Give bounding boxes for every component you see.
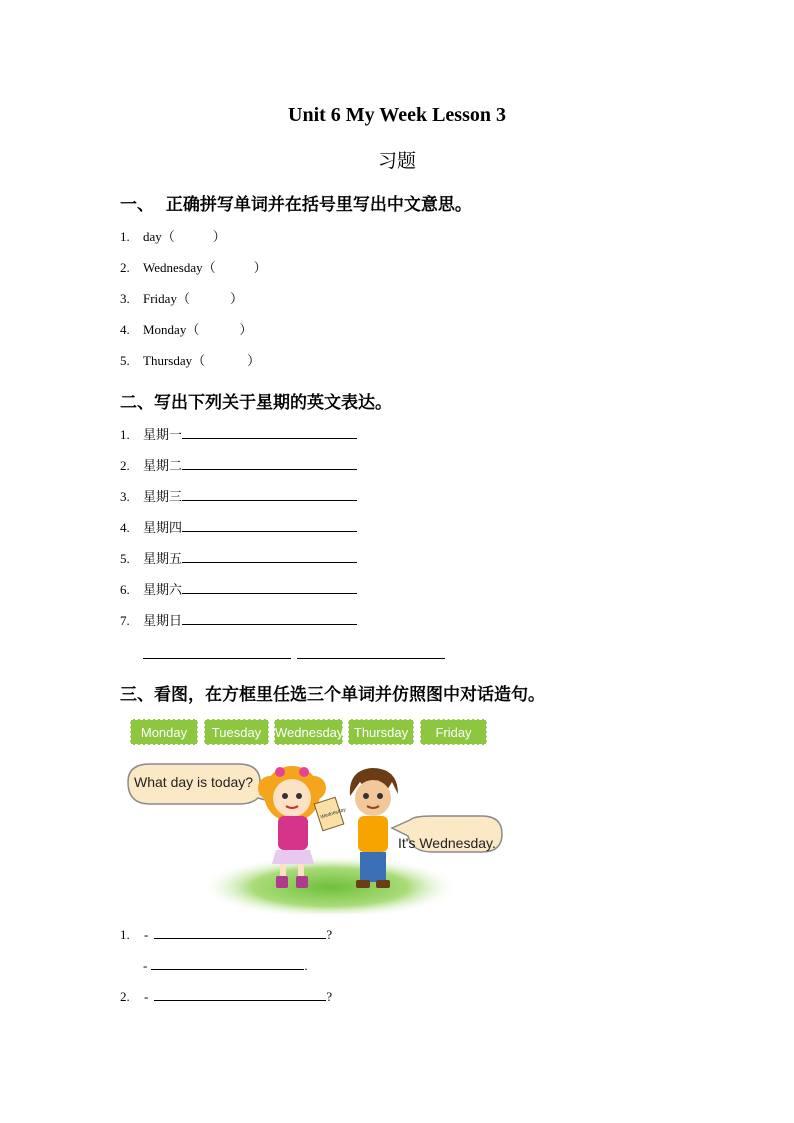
item-close: ） [253, 260, 267, 275]
day-box-wednesday: Wednesday [274, 719, 343, 745]
item-word: Monday（ [143, 322, 200, 337]
right-speech-bubble: It's Wednesday. [398, 835, 496, 851]
item-label: 星期三 [143, 490, 183, 505]
item-word: Thursday（ [143, 353, 206, 368]
extra-blank-line [143, 658, 291, 659]
s2-item-3 [120, 488, 357, 506]
item-number: 1. [120, 229, 130, 244]
section2-heading: 二、写出下列关于星期的英文表达。 [120, 393, 392, 413]
item-number: 1. [120, 427, 130, 442]
left-speech-bubble: What day is today? [134, 774, 254, 790]
item-number: 6. [120, 582, 130, 597]
answer-blank[interactable] [154, 988, 326, 1001]
day-box-thursday: Thursday [348, 719, 414, 745]
item-label: 星期五 [143, 552, 183, 567]
end-mark: . [304, 958, 308, 973]
item-number: 2. [120, 989, 130, 1004]
item-number: 1. [120, 927, 130, 942]
s2-item-4 [120, 519, 357, 537]
item-number: 4. [120, 322, 130, 337]
answer-blank[interactable] [182, 488, 357, 501]
item-number: 5. [120, 353, 130, 368]
s1-item-4 [120, 321, 252, 339]
item-number: 2. [120, 260, 130, 275]
s2-item-7 [120, 612, 357, 630]
item-number: 5. [120, 551, 130, 566]
dash: - [144, 927, 149, 942]
item-label: 星期六 [143, 583, 183, 598]
dialogue-illustration [120, 752, 506, 914]
day-box-tuesday: Tuesday [204, 719, 269, 745]
item-close: ） [229, 291, 243, 306]
dash: - [143, 958, 148, 973]
dash: - [144, 989, 149, 1004]
item-word: Wednesday（ [143, 260, 216, 275]
item-label: 星期二 [143, 459, 183, 474]
item-number: 4. [120, 520, 130, 535]
card-label: Wednesday [319, 806, 347, 821]
item-number: 2. [120, 458, 130, 473]
item-close: ） [247, 353, 261, 368]
end-mark: ? [326, 989, 333, 1004]
section3-heading: 三、看图，在方框里任选三个单词并仿照图中对话造句。 [120, 685, 545, 705]
item-word: day（ [143, 229, 175, 244]
item-label: 星期四 [143, 521, 183, 536]
answer-blank[interactable] [182, 612, 357, 625]
item-number: 3. [120, 489, 130, 504]
s1-item-2 [120, 259, 267, 277]
page-subtitle: 习题 [377, 150, 416, 172]
s2-item-1 [120, 426, 357, 444]
end-mark: ? [326, 927, 333, 942]
s2-item-2 [120, 457, 357, 475]
answer-blank[interactable] [182, 519, 357, 532]
s2-item-5 [120, 550, 357, 568]
answer-blank[interactable] [151, 957, 304, 970]
answer-blank[interactable] [182, 581, 357, 594]
item-number: 7. [120, 613, 130, 628]
day-box-monday: Monday [130, 719, 198, 745]
section1-heading: 一、 正确拼写单词并在括号里写出中文意思。 [120, 195, 472, 215]
day-box-friday: Friday [420, 719, 487, 745]
page-title: Unit 6 My Week Lesson 3 [288, 104, 506, 126]
s3-answer-1b [143, 957, 308, 975]
item-label: 星期日 [143, 614, 183, 629]
item-word: Friday（ [143, 291, 190, 306]
answer-blank[interactable] [154, 926, 326, 939]
answer-blank[interactable] [182, 457, 357, 470]
s1-item-1 [120, 228, 226, 246]
item-number: 3. [120, 291, 130, 306]
extra-blank-line [297, 658, 445, 659]
s2-item-6 [120, 581, 357, 599]
item-close: ） [212, 229, 226, 244]
answer-blank[interactable] [182, 426, 357, 439]
s3-answer-2 [120, 988, 332, 1006]
item-label: 星期一 [143, 428, 183, 443]
answer-blank[interactable] [182, 550, 357, 563]
item-close: ） [239, 322, 253, 337]
s1-item-3 [120, 290, 243, 308]
s3-answer-1 [120, 926, 332, 944]
s1-item-5 [120, 352, 260, 370]
